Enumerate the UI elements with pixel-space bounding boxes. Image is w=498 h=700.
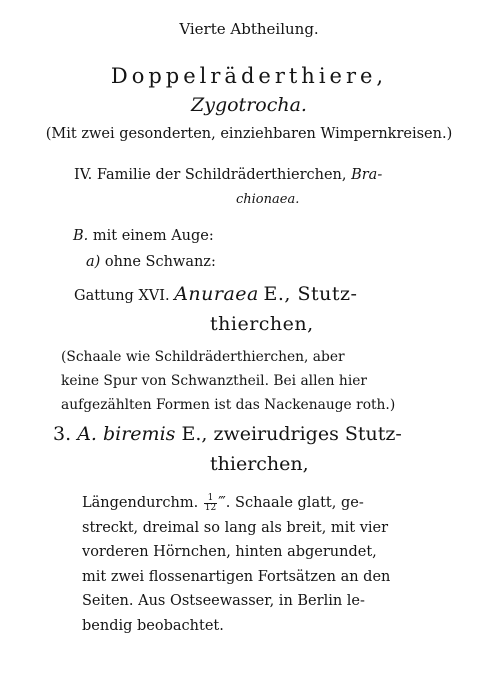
order-note: (Mit zwei gesonderten, einziehbaren Wimpernkreisen.): [45, 126, 453, 142]
fraction-numerator: 1: [204, 494, 217, 504]
genus-latin-name: Anuraea: [174, 283, 259, 305]
description-line: streckt, dreimal so lang als breit, mit vier: [82, 519, 389, 536]
genus-label: Gattung XVI.: [74, 288, 170, 304]
species-heading: [53, 425, 402, 444]
subsection-a-text: ohne Schwanz:: [104, 254, 216, 270]
genus-heading: [74, 285, 357, 304]
species-common-name: E., zweirudriges Stutz-: [181, 423, 402, 445]
description-line: Seiten. Aus Ostseewasser, in Berlin le-: [82, 593, 365, 609]
species-description: [82, 491, 390, 638]
species-common-name-cont: thierchen,: [210, 453, 309, 475]
family-text: IV. Familie der Schildräderthierchen,: [74, 167, 347, 183]
species-latin-name: A. biremis: [77, 423, 176, 445]
subsection-a-letter: a): [86, 254, 101, 270]
section-heading: Vierte Abtheilung.: [179, 20, 319, 38]
order-latin-name: Zygotrocha.: [191, 94, 307, 116]
family-latin-part1: Bra-: [351, 167, 383, 183]
description-line: vorderen Hörnchen, hinten abgerundet,: [82, 544, 377, 560]
genus-note-line: keine Spur von Schwanztheil. Bei allen hier: [61, 373, 367, 389]
species-number: 3.: [53, 423, 72, 445]
subsection-b-text: mit einem Auge:: [92, 228, 214, 244]
description-line: mit zwei flossenartigen Fortsätzen an den: [82, 568, 391, 585]
genus-note-line: (Schaale wie Schildräderthierchen, aber: [61, 349, 345, 365]
genus-author: E., Stutz-: [263, 283, 358, 305]
genus-common-name: thierchen,: [210, 313, 314, 335]
fraction-denominator: 12: [204, 502, 217, 513]
subsection-b: [73, 229, 214, 244]
order-title: Doppelräderthiere,: [110, 64, 388, 88]
description-line-rest: ‴. Schaale glatt, ge-: [218, 495, 364, 511]
subsection-a: [86, 255, 216, 270]
genus-note: [61, 345, 395, 417]
subsection-b-letter: B.: [73, 228, 89, 244]
family-latin-part2: chionaea.: [236, 192, 300, 207]
description-line: bendig beobachtet.: [82, 617, 224, 634]
description-length-label: Längendurchm.: [82, 495, 199, 511]
description-line: [82, 491, 390, 516]
family-heading: [74, 168, 382, 183]
length-fraction: [204, 494, 217, 513]
genus-note-line: aufgezählten Formen ist das Nackenauge roth.): [61, 397, 396, 413]
